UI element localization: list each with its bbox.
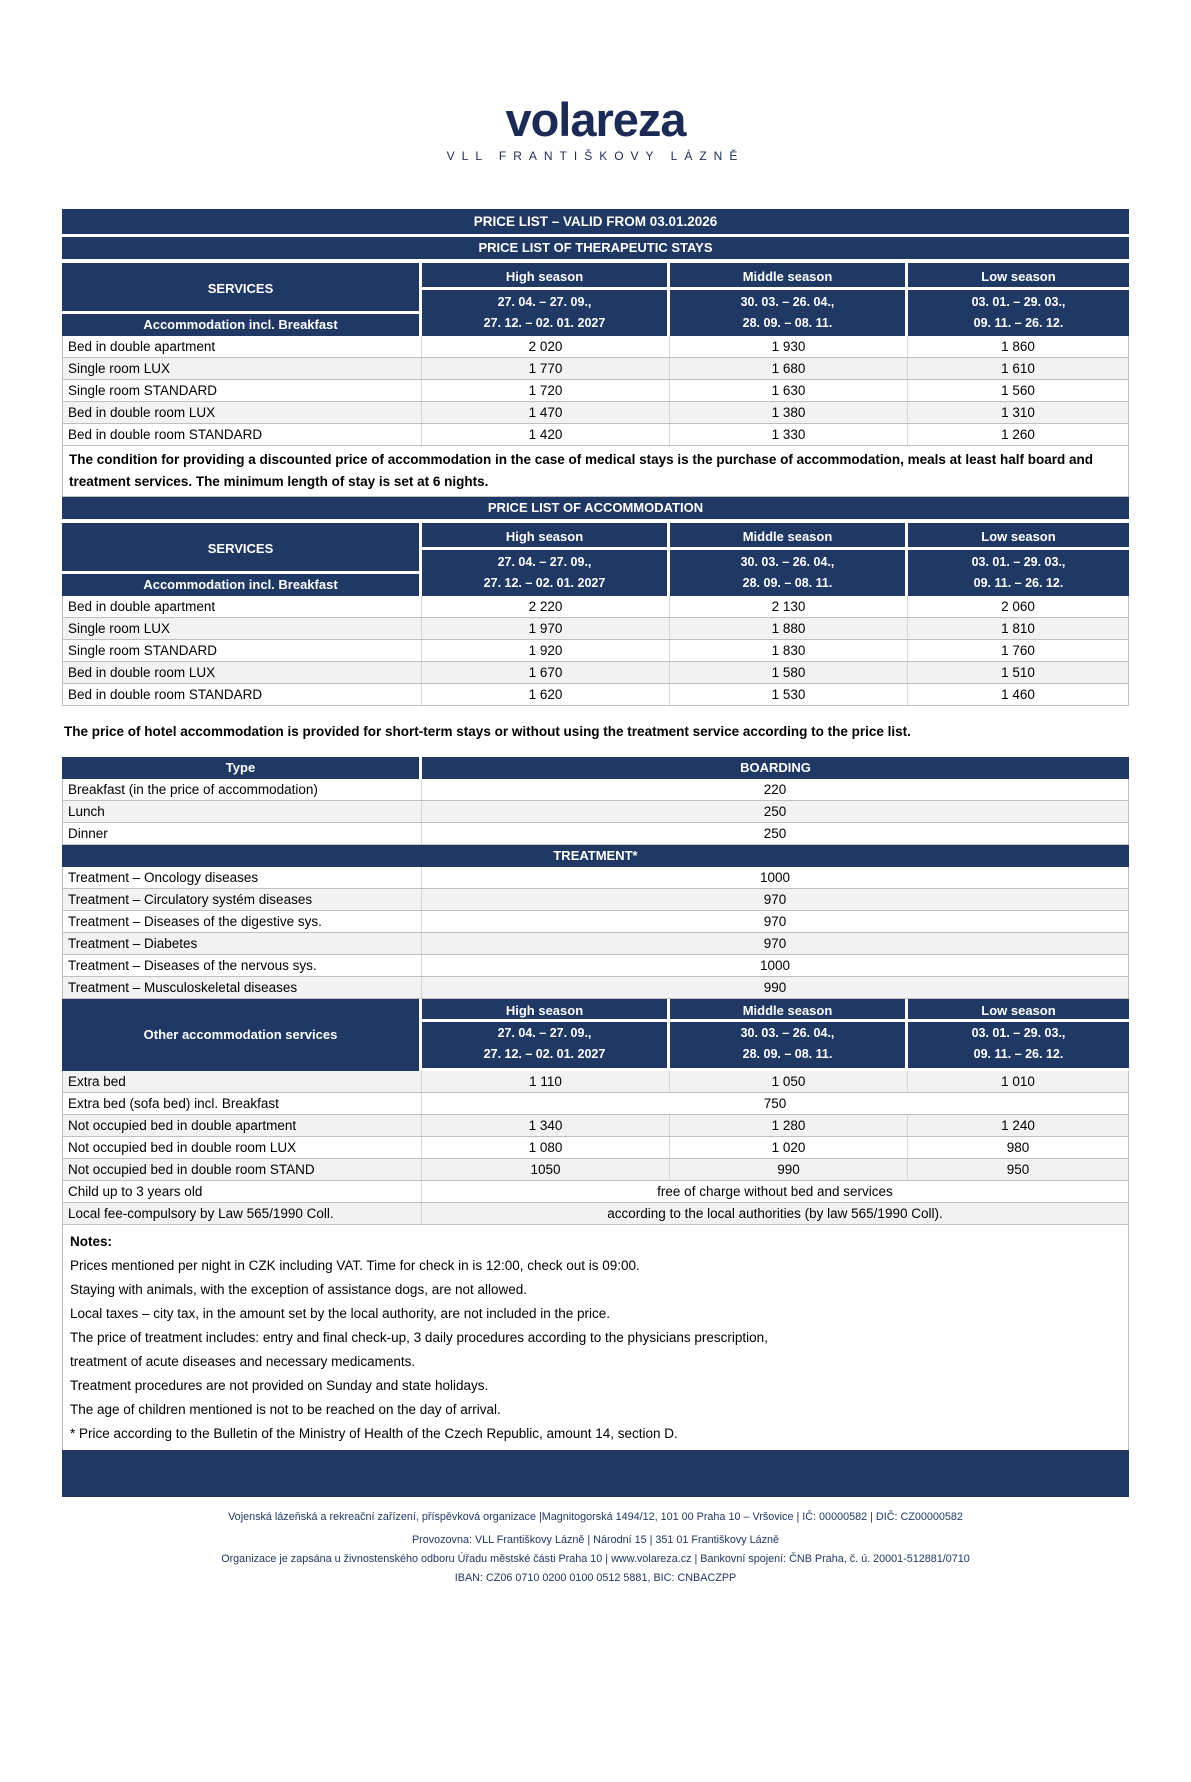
accommodation-incl-breakfast-label: Accommodation incl. Breakfast <box>62 574 419 596</box>
season-name: Middle season <box>670 263 905 290</box>
table-row <box>63 1203 1128 1225</box>
service-name-cell: Breakfast (in the price of accommodation) <box>63 779 422 800</box>
service-name-cell: Treatment – Diseases of the digestive sys. <box>63 911 422 932</box>
accommodation-incl-breakfast-label: Accommodation incl. Breakfast <box>62 314 419 336</box>
season-dates <box>422 550 667 596</box>
table-row <box>63 1093 1128 1115</box>
price-cell: 1 610 <box>1001 361 1035 376</box>
season-name: Low season <box>908 523 1129 550</box>
note-line: Prices mentioned per night in CZK including VAT. Time for check in is 12:00, check out is 09:00. <box>70 1258 640 1273</box>
table-row <box>63 1181 1128 1203</box>
price-cell: 990 <box>763 980 787 995</box>
service-name-cell: Single room STANDARD <box>63 640 422 661</box>
middle-season-column-header <box>670 999 908 1071</box>
therapeutic-section-title: PRICE LIST OF THERAPEUTIC STAYS <box>62 237 1129 259</box>
price-cell: 250 <box>763 826 787 841</box>
service-name-cell: Bed in double room STANDARD <box>63 684 422 705</box>
season-dates-line1: 27. 04. – 27. 09., <box>497 555 592 569</box>
service-name-cell: Single room LUX <box>63 358 422 379</box>
table-row <box>63 618 1128 640</box>
service-name-cell: Dinner <box>63 823 422 844</box>
value-cell: according to the local authorities (by law 565/1990 Coll). <box>607 1206 943 1221</box>
season-dates <box>422 290 667 336</box>
season-dates <box>908 290 1129 336</box>
note-line: * Price according to the Bulletin of the Ministry of Health of the Czech Republic, amount 14, section D. <box>70 1426 678 1441</box>
footer-line: Vojenská lázeňská a rekreační zařízení, příspěvková organizace |Magnitogorská 1494/12, 101 00 Praha 10 – Vršovice | IČ: 00000582 | DIČ: CZ00000582 <box>228 1511 963 1523</box>
price-cell: 1 760 <box>1001 643 1035 658</box>
season-name: High season <box>422 999 667 1022</box>
price-cell: 1 240 <box>1001 1118 1035 1133</box>
season-name: Low season <box>908 263 1129 290</box>
price-cell: 1 530 <box>670 684 908 705</box>
price-cell: 1000 <box>759 870 791 885</box>
treatment-section-title: TREATMENT* <box>62 845 1129 867</box>
service-name-cell: Lunch <box>63 801 422 822</box>
price-cell: 1 510 <box>1001 665 1035 680</box>
service-name-cell: Treatment – Diseases of the nervous sys. <box>63 955 422 976</box>
service-name-cell: Local fee-compulsory by Law 565/1990 Coll. <box>63 1203 422 1224</box>
price-cell: 1 340 <box>422 1115 670 1136</box>
table-row <box>63 1071 1128 1093</box>
price-cell: 1 720 <box>422 380 670 401</box>
table-row <box>63 1115 1128 1137</box>
table-row <box>63 889 1128 911</box>
treatment-table-rows <box>62 867 1129 999</box>
season-dates-line1: 27. 04. – 27. 09., <box>497 1026 592 1040</box>
table-row <box>63 596 1128 618</box>
price-cell: 1 620 <box>422 684 670 705</box>
price-cell: 950 <box>1006 1162 1030 1177</box>
service-name-cell: Treatment – Circulatory systém diseases <box>63 889 422 910</box>
price-cell: 1 470 <box>422 402 670 423</box>
season-dates-line1: 03. 01. – 29. 03., <box>971 1026 1066 1040</box>
price-cell: 1 280 <box>670 1115 908 1136</box>
season-dates-line2: 27. 12. – 02. 01. 2027 <box>483 576 606 590</box>
price-cell: 1 920 <box>422 640 670 661</box>
footer-navy-bar <box>62 1450 1129 1497</box>
price-cell: 1000 <box>759 958 791 973</box>
price-cell: 1 930 <box>670 336 908 357</box>
price-cell: 1 860 <box>1001 339 1035 354</box>
table-row <box>63 424 1128 446</box>
services-label: SERVICES <box>62 523 419 574</box>
services-column-header <box>62 263 422 336</box>
table-row <box>63 640 1128 662</box>
boarding-table-rows <box>62 779 1129 845</box>
season-dates <box>670 550 905 596</box>
price-cell: 980 <box>1006 1140 1030 1155</box>
season-dates-line2: 09. 11. – 26. 12. <box>973 316 1064 330</box>
price-cell: 2 220 <box>422 596 670 617</box>
season-dates-line1: 30. 03. – 26. 04., <box>740 1026 835 1040</box>
middle-season-column-header <box>670 523 908 596</box>
high-season-column-header <box>422 523 670 596</box>
table-row <box>63 955 1128 977</box>
season-dates-line2: 09. 11. – 26. 12. <box>973 1047 1064 1061</box>
season-dates-line2: 27. 12. – 02. 01. 2027 <box>483 1047 606 1061</box>
price-cell: 2 020 <box>422 336 670 357</box>
table-row <box>63 662 1128 684</box>
table-row <box>63 1137 1128 1159</box>
footer-line: IBAN: CZ06 0710 0200 0100 0512 5881, BIC: CNBACZPP <box>454 1572 737 1584</box>
season-dates-line1: 03. 01. – 29. 03., <box>971 555 1066 569</box>
season-dates-line2: 28. 09. – 08. 11. <box>742 316 833 330</box>
price-cell: 1 670 <box>422 662 670 683</box>
value-cell: free of charge without bed and services <box>657 1184 893 1199</box>
price-list-document <box>0 93 1191 1585</box>
service-name-cell: Not occupied bed in double apartment <box>63 1115 422 1136</box>
table-row <box>63 933 1128 955</box>
high-season-column-header <box>422 999 670 1071</box>
service-name-cell: Extra bed (sofa bed) incl. Breakfast <box>63 1093 422 1114</box>
price-cell: 1 310 <box>1001 405 1035 420</box>
logo <box>0 93 1191 163</box>
service-name-cell: Bed in double room LUX <box>63 662 422 683</box>
logo-brand-text: volareza <box>505 93 686 146</box>
price-cell: 1 810 <box>1001 621 1035 636</box>
service-name-cell: Bed in double room LUX <box>63 402 422 423</box>
price-cell: 2 130 <box>670 596 908 617</box>
note-line: The age of children mentioned is not to be reached on the day of arrival. <box>70 1402 501 1417</box>
price-list-title-bar: PRICE LIST – VALID FROM 03.01.2026 <box>62 209 1129 234</box>
table-row <box>63 380 1128 402</box>
season-dates-line2: 28. 09. – 08. 11. <box>742 576 833 590</box>
season-dates-line1: 30. 03. – 26. 04., <box>740 555 835 569</box>
services-label: SERVICES <box>62 263 419 314</box>
season-dates <box>908 550 1129 596</box>
service-name-cell: Extra bed <box>63 1071 422 1092</box>
service-name-cell: Treatment – Musculoskeletal diseases <box>63 977 422 998</box>
season-dates-line2: 28. 09. – 08. 11. <box>742 1047 833 1061</box>
high-season-column-header <box>422 263 670 336</box>
therapeutic-condition-note: The condition for providing a discounted price of accommodation in the case of medical stays is the purchase of accommodation, meals at least half board and treatment services. The minimum length of stay is set at 6 nights. <box>62 446 1129 497</box>
season-dates-line1: 27. 04. – 27. 09., <box>497 295 592 309</box>
price-cell: 1 380 <box>670 402 908 423</box>
footer-line: Organizace je zapsána u živnostenského odboru Úřadu městské části Praha 10 | www.volareza.cz | Bankovní spojení: ČNB Praha, č. ú. 20001-512881/0710 <box>221 1553 970 1565</box>
service-name-cell: Single room STANDARD <box>63 380 422 401</box>
notes-title: Notes: <box>70 1234 113 1249</box>
price-cell: 1 580 <box>670 662 908 683</box>
note-line: treatment of acute diseases and necessary medicaments. <box>70 1354 416 1369</box>
service-name-cell: Treatment – Diabetes <box>63 933 422 954</box>
price-cell: 1 770 <box>422 358 670 379</box>
price-cell: 1 050 <box>670 1071 908 1092</box>
document-footer <box>62 1511 1129 1585</box>
low-season-column-header <box>908 263 1129 336</box>
table-row <box>63 402 1128 424</box>
table-row <box>63 867 1128 889</box>
services-column-header <box>62 523 422 596</box>
price-cell: 1 630 <box>670 380 908 401</box>
price-cell: 1 330 <box>670 424 908 445</box>
service-name-cell: Not occupied bed in double room STAND <box>63 1159 422 1180</box>
other-services-table-rows <box>62 1071 1129 1225</box>
logo-subtitle-text: VLL FRANTIŠKOVY LÁZNĚ <box>446 149 745 163</box>
price-cell: 1 680 <box>670 358 908 379</box>
price-cell: 1 080 <box>422 1137 670 1158</box>
price-cell: 1 970 <box>422 618 670 639</box>
price-cell: 970 <box>763 892 787 907</box>
table-row <box>63 823 1128 845</box>
boarding-table-header <box>62 757 1129 779</box>
table-row <box>63 358 1128 380</box>
season-dates-line2: 27. 12. – 02. 01. 2027 <box>483 316 606 330</box>
price-cell: 1050 <box>422 1159 670 1180</box>
service-name-cell: Single room LUX <box>63 618 422 639</box>
season-name: High season <box>422 523 667 550</box>
price-cell: 1 110 <box>422 1071 670 1092</box>
season-dates <box>670 290 905 336</box>
accommodation-table-header <box>62 523 1129 596</box>
season-name: High season <box>422 263 667 290</box>
other-services-column-header <box>62 999 422 1071</box>
table-row <box>63 336 1128 358</box>
note-line: Local taxes – city tax, in the amount set by the local authority, are not included in the price. <box>70 1306 611 1321</box>
document-body <box>62 209 1129 1585</box>
accommodation-table-rows <box>62 596 1129 706</box>
season-name: Middle season <box>670 523 905 550</box>
service-name-cell: Bed in double apartment <box>63 336 422 357</box>
price-cell: 970 <box>763 936 787 951</box>
low-season-column-header <box>908 999 1129 1071</box>
boarding-label: BOARDING <box>422 757 1129 779</box>
table-row <box>63 1159 1128 1181</box>
service-name-cell: Child up to 3 years old <box>63 1181 422 1202</box>
price-cell: 1 260 <box>1001 427 1035 442</box>
price-cell: 1 460 <box>1001 687 1035 702</box>
price-cell: 1 010 <box>1001 1074 1035 1089</box>
price-cell: 1 560 <box>1001 383 1035 398</box>
season-name: Middle season <box>670 999 905 1022</box>
season-dates <box>908 1022 1129 1068</box>
notes-section <box>62 1225 1129 1450</box>
price-cell: 750 <box>763 1096 787 1111</box>
season-name: Low season <box>908 999 1129 1022</box>
service-name-cell: Bed in double room STANDARD <box>63 424 422 445</box>
other-services-table-header <box>62 999 1129 1071</box>
service-name-cell: Not occupied bed in double room LUX <box>63 1137 422 1158</box>
season-dates-line2: 09. 11. – 26. 12. <box>973 576 1064 590</box>
accommodation-section-title: PRICE LIST OF ACCOMMODATION <box>62 497 1129 519</box>
note-line: The price of treatment includes: entry and final check-up, 3 daily procedures according to the physicians prescription, <box>70 1330 768 1345</box>
therapeutic-table-rows <box>62 336 1129 446</box>
season-dates <box>422 1022 667 1068</box>
price-cell: 970 <box>763 914 787 929</box>
season-dates-line1: 03. 01. – 29. 03., <box>971 295 1066 309</box>
table-row <box>63 684 1128 706</box>
table-row <box>63 801 1128 823</box>
price-cell: 1 020 <box>670 1137 908 1158</box>
season-dates <box>670 1022 905 1068</box>
table-row <box>63 977 1128 999</box>
therapeutic-table-header <box>62 263 1129 336</box>
service-name-cell: Bed in double apartment <box>63 596 422 617</box>
price-cell: 250 <box>763 804 787 819</box>
note-line: Treatment procedures are not provided on Sunday and state holidays. <box>70 1378 489 1393</box>
other-services-label: Other accommodation services <box>62 999 419 1071</box>
service-name-cell: Treatment – Oncology diseases <box>63 867 422 888</box>
table-row <box>63 911 1128 933</box>
season-dates-line1: 30. 03. – 26. 04., <box>740 295 835 309</box>
footer-line: Provozovna: VLL Františkovy Lázně | Národní 15 | 351 01 Františkovy Lázně <box>411 1534 780 1546</box>
price-cell: 1 830 <box>670 640 908 661</box>
type-label: Type <box>62 757 422 779</box>
middle-season-column-header <box>670 263 908 336</box>
price-cell: 220 <box>763 782 787 797</box>
note-line: Staying with animals, with the exception of assistance dogs, are not allowed. <box>70 1282 528 1297</box>
accommodation-note: The price of hotel accommodation is provided for short-term stays or without using the treatment service according to the price list. <box>64 724 911 739</box>
price-cell: 2 060 <box>1001 599 1035 614</box>
price-cell: 1 880 <box>670 618 908 639</box>
price-cell: 990 <box>670 1159 908 1180</box>
low-season-column-header <box>908 523 1129 596</box>
price-cell: 1 420 <box>422 424 670 445</box>
table-row <box>63 779 1128 801</box>
